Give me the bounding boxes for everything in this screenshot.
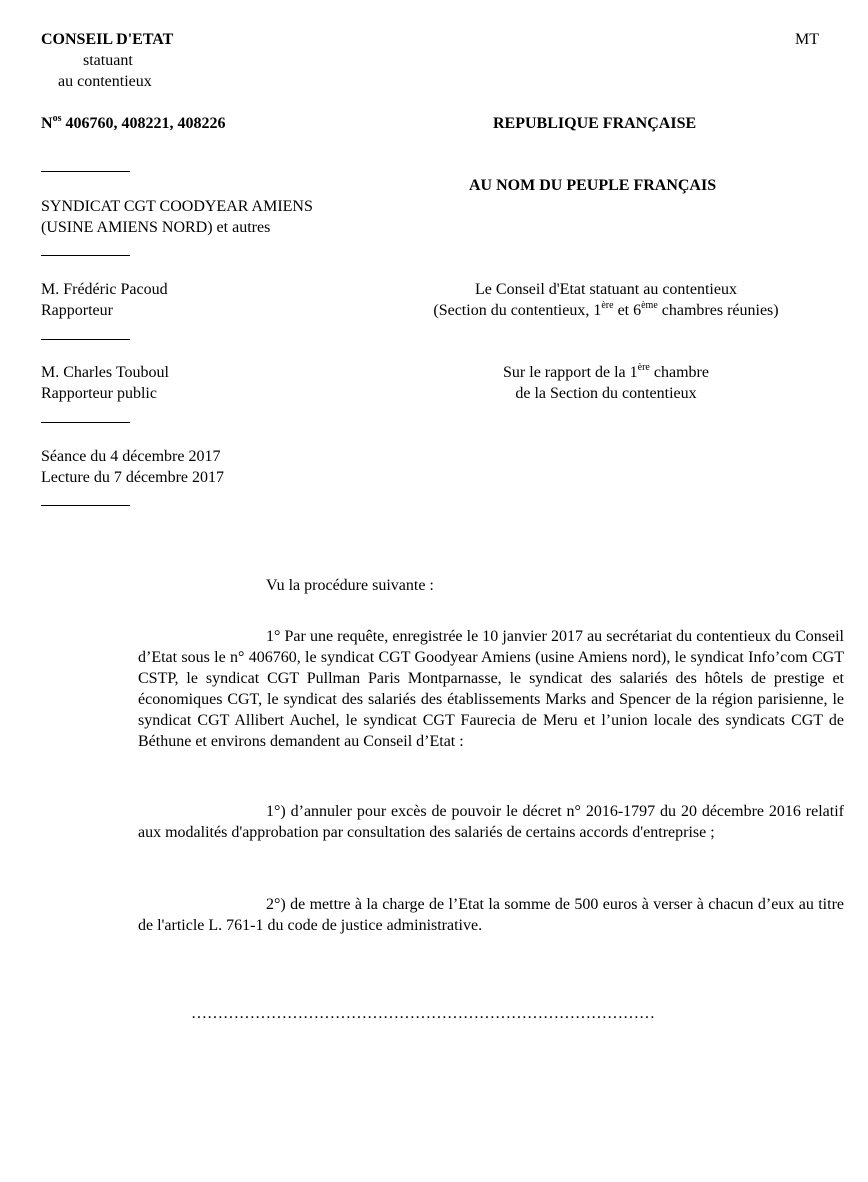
court-subtitle-statuant: statuant [83, 52, 133, 69]
court-subtitle-contentieux: au contentieux [58, 73, 152, 90]
divider-5 [41, 505, 130, 506]
case-number-values: 406760, 408221, 408226 [61, 115, 226, 132]
rapporteur-role: Rapporteur [41, 302, 113, 319]
divider-3 [41, 339, 130, 340]
court-name: CONSEIL D'ETAT [41, 31, 174, 48]
case-number-prefix-sup: os [52, 113, 62, 124]
council-line-2-part-b: et 6 [613, 302, 642, 319]
report-line-2: de la Section du contentieux [515, 385, 697, 402]
republic-heading: REPUBLIQUE FRANÇAISE [493, 115, 697, 132]
paragraph-2-text: 1°) d’annuler pour excès de pouvoir le décret n° 2016-1797 du 20 décembre 2016 relatif aux modalités d'approbation par consultation des salariés de certains accords d'entreprise ; [138, 803, 844, 841]
report-line-1-part-a: Sur le rapport de la 1 [503, 364, 638, 381]
reading-date: Lecture du 7 décembre 2017 [41, 469, 225, 486]
council-line-2-sup-1: ère [601, 300, 614, 311]
council-line-2 [400, 300, 812, 321]
case-numbers [41, 113, 225, 134]
paragraph-3 [138, 894, 844, 936]
divider-1 [41, 171, 130, 172]
paragraph-1-text: 1° Par une requête, enregistrée le 10 janvier 2017 au secrétariat du contentieux du Conseil d’Etat sous le n° 406760, le syndicat CGT Goodyear Amiens (usine Amiens nord), le syndicat Info’com CGT CSTP, le syndicat CGT Pullman Paris Montparnasse, le syndicat des salariés des hôtels de prestige et économiques CGT, le syndicat des salariés des établissements Marks and Spencer de la région parisienne, le syndicat CGT Allibert Auchel, le syndicat CGT Faurecia de Meru et l’union locale des syndicats CGT de Béthune et environs demandent au Conseil d’Etat : [138, 628, 844, 750]
case-number-prefix: N [41, 115, 53, 132]
ellipsis-line: …………………………………………………………………………… [191, 1005, 655, 1022]
party-line-2: (USINE AMIENS NORD) et autres [41, 219, 271, 236]
initials: MT [795, 31, 819, 48]
paragraph-2 [138, 801, 844, 843]
report-line-1-sup: ère [637, 362, 650, 373]
report-line-1-part-b: chambre [649, 364, 709, 381]
council-line-1: Le Conseil d'Etat statuant au contentieux [475, 281, 737, 298]
paragraph-1 [138, 626, 844, 752]
report-line-1 [400, 362, 812, 383]
council-line-2-part-a: (Section du contentieux, 1 [433, 302, 602, 319]
public-rapporteur-role: Rapporteur public [41, 385, 157, 402]
council-line-2-sup-2: ème [641, 300, 658, 311]
public-rapporteur-name: M. Charles Touboul [41, 364, 169, 381]
in-the-name-heading: AU NOM DU PEUPLE FRANÇAIS [469, 177, 717, 194]
party-line-1: SYNDICAT CGT COODYEAR AMIENS [41, 198, 313, 215]
procedure-heading: Vu la procédure suivante : [266, 577, 434, 594]
rapporteur-name: M. Frédéric Pacoud [41, 281, 168, 298]
paragraph-3-text: 2°) de mettre à la charge de l’Etat la somme de 500 euros à verser à chacun d’eux au titre de l'article L. 761-1 du code de justice administrative. [138, 896, 844, 934]
hearing-date: Séance du 4 décembre 2017 [41, 448, 221, 465]
divider-4 [41, 422, 130, 423]
council-line-2-part-c: chambres réunies) [657, 302, 779, 319]
divider-2 [41, 255, 130, 256]
